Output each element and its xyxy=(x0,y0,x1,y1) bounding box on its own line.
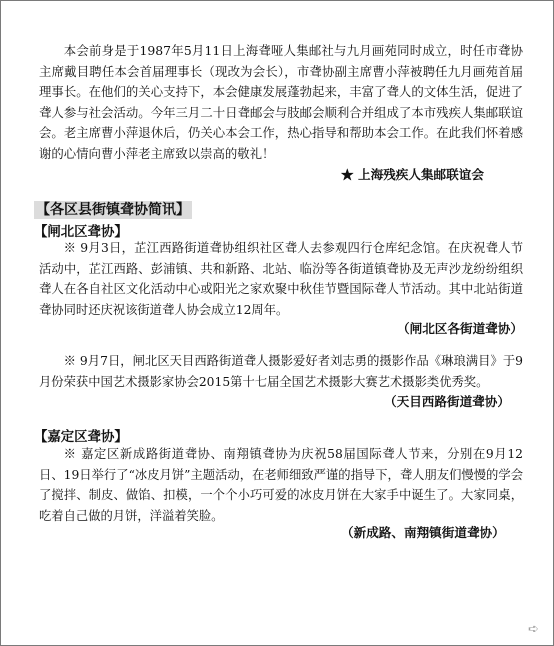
district-heading-jiading: 【嘉定区聋协】 xyxy=(34,429,128,445)
next-page-arrow-icon[interactable]: ➪ xyxy=(528,622,539,637)
section-title xyxy=(34,199,192,219)
intro-paragraph: 本会前身是于1987年5月11日上海聋哑人集邮社与九月画苑同时成立，时任市聋协主席戴目聘任本会首届理事长（现改为会长），市聋协副主席曹小萍被聘任九月画苑首届理事长。在他们的关心支持下，本会健康发展蓬勃起来，丰富了聋人的文体生活，促进了聋人参与社会活动。今年三月二十日聋邮会与肢邮会顺利合并组成了本市残疾人集邮联谊会。老主席曹小萍退休后，仍关心本会工作，热心指导和帮助本会工作。在此我们怀着感谢的心情向曹小萍老主席致以崇高的敬礼！ xyxy=(39,43,523,161)
district-heading-zhabei: 【闸北区聋协】 xyxy=(34,224,128,240)
intro-signature: ★ 上海残疾人集邮联谊会 xyxy=(341,167,484,182)
news-item-jiading-1: ※ 嘉定区新成路街道聋协、南翔镇聋协为庆祝58届国际聋人节来，分别在9月12日、19日举行了“冰皮月饼”主题活动，在老师细致严谨的指导下，聋人朋友们慢慢的学会了搅拌、制皮、做馅、扣模，一个个小巧可爱的冰皮月饼在大家手中诞生了。大家同桌，吃着自己做的月饼，洋溢着笑脸。 xyxy=(39,447,523,523)
news-signature-jiading-1: （新成路、南翔镇街道聋协） xyxy=(341,525,505,540)
news-item-zhabei-2: ※ 9月7日，闸北区天目西路街道聋人摄影爱好者刘志勇的摄影作品《琳琅满目》于9月份荣获中国艺术摄影家协会2015第十七届全国艺术摄影大赛艺术摄影类优秀奖。 xyxy=(39,354,523,389)
section-title-text: 【各区县街镇聋协简讯】 xyxy=(36,202,190,218)
news-signature-zhabei-2: （天目西路街道聋协） xyxy=(384,394,510,409)
news-signature-zhabei-1: （闸北区各街道聋协） xyxy=(397,321,523,336)
news-item-zhabei-1: ※ 9月3日，芷江西路街道聋协组织社区聋人去参观四行仓库纪念馆。在庆祝聋人节活动中，芷江西路、彭浦镇、共和新路、北站、临汾等各街道镇聋协及无声沙龙纷纷组织聋人在各自社区文化活动中心或阳光之家欢聚中秋佳节暨国际聋人节活动。其中北站街道聋协同时还庆祝该街道聋人协会成立12周年。 xyxy=(39,241,523,317)
